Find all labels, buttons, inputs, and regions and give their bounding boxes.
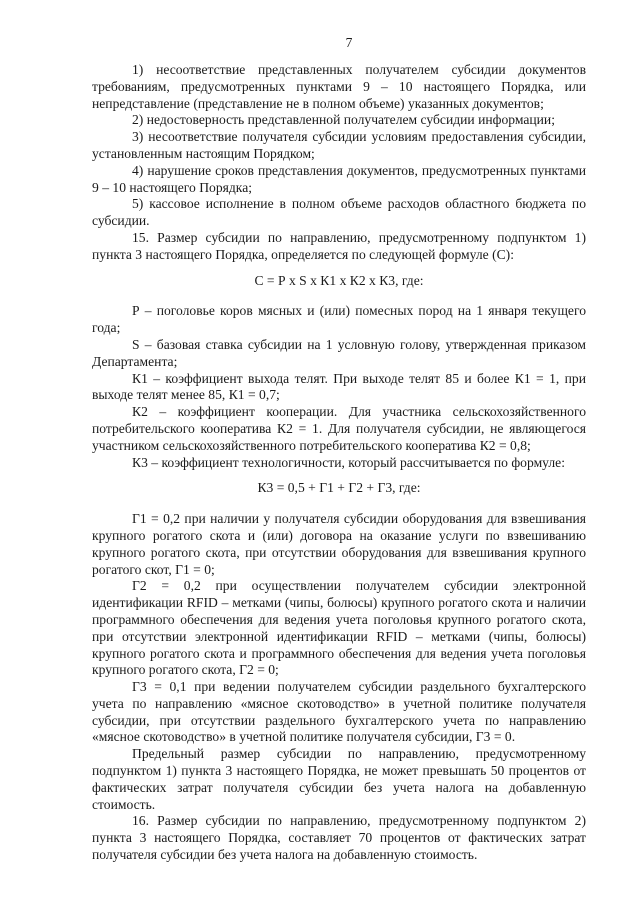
paragraph-limit: Предельный размер субсидии по направлению, предусмотренному подпунктом 1) пункта 3 настоящего Порядка, не может превышать 50 процентов от фактических затрат получателя субсидии без учета налога на добавленную стоимость.: [92, 746, 586, 812]
definition-p: Р – поголовье коров мясных и (или) помесных пород на 1 января текущего года;: [92, 303, 586, 336]
paragraph-clause-15: 15. Размер субсидии по направлению, предусмотренному подпунктом 1) пункта 3 настоящего Порядка, определяется по следующей формуле (С):: [92, 229, 586, 262]
page-number: 7: [345, 35, 353, 50]
formula-k3: К3 = 0,5 + Г1 + Г2 + Г3, где:: [257, 480, 421, 496]
paragraph-item-1: 1) несоответствие представленных получателем субсидии документов требованиям, предусмотренных пунктами 9 – 10 настоящего Порядка, или непредставление (представление не в полном объеме) указанных документов;: [92, 62, 586, 111]
paragraph-item-5: 5) кассовое исполнение в полном объеме расходов областного бюджета по субсидии.: [92, 196, 586, 229]
paragraph-clause-16: 16. Размер субсидии по направлению, предусмотренному подпунктом 2) пункта 3 настоящего Порядка, составляет 70 процентов от фактических затрат получателя субсидии без учета налога на добавленную стоимость.: [92, 813, 586, 863]
definition-s: S – базовая ставка субсидии на 1 условную голову, утвержденная приказом Департамента;: [92, 336, 586, 369]
paragraph-item-4: 4) нарушение сроков представления документов, предусмотренных пунктами 9 – 10 настоящего Порядка;: [92, 162, 586, 195]
definition-g3: Г3 = 0,1 при ведении получателем субсидии раздельного бухгалтерского учета по направлению «мясное скотоводство» в учетной политике получателя субсидии, при отсутствии раздельного бухгалтерского учета по направлению «мясное скотоводство» в учетной политике получателя субсидии, Г3 = 0.: [92, 679, 586, 745]
paragraph-item-3: 3) несоответствие получателя субсидии условиям предоставления субсидии, установленным настоящим Порядком;: [92, 129, 586, 161]
paragraph-item-2: 2) недостоверность представленной получателем субсидии информации;: [132, 112, 555, 128]
definition-g2: Г2 = 0,2 при осуществлении получателем субсидии электронной идентификации RFID – метками (чипы, болюсы) крупного рогатого скота и наличии программного обеспечения для ведения учета поголовья крупного рогатого скота, при отсутствии электронной идентификации RFID – метками (чипы, болюсы) крупного рогатого скота и программного обеспечения для ведения учета поголовья крупного рогатого скота, Г2 = 0;: [92, 578, 586, 678]
definition-k2: К2 – коэффициент кооперации. Для участника сельскохозяйственного потребительского кооператива К2 = 1. Для получателя субсидии, не являющегося участником сельскохозяйственного потребительского кооператива К2 = 0,8;: [92, 404, 586, 453]
definition-g1: Г1 = 0,2 при наличии у получателя субсидии оборудования для взвешивания крупного рогатого скота и (или) договора на оказание услуги по взвешиванию крупного рогатого скота, при отсутствии оборудования для взвешивания крупного рогатого скот, Г1 = 0;: [92, 511, 586, 577]
definition-k1: К1 – коэффициент выхода телят. При выходе телят 85 и более К1 = 1, при выходе телят менее 85, К1 = 0,7;: [92, 370, 586, 403]
formula-c: С = Р х S х К1 х К2 х К3, где:: [254, 272, 424, 288]
definition-k3: К3 – коэффициент технологичности, который рассчитывается по формуле:: [132, 454, 565, 470]
